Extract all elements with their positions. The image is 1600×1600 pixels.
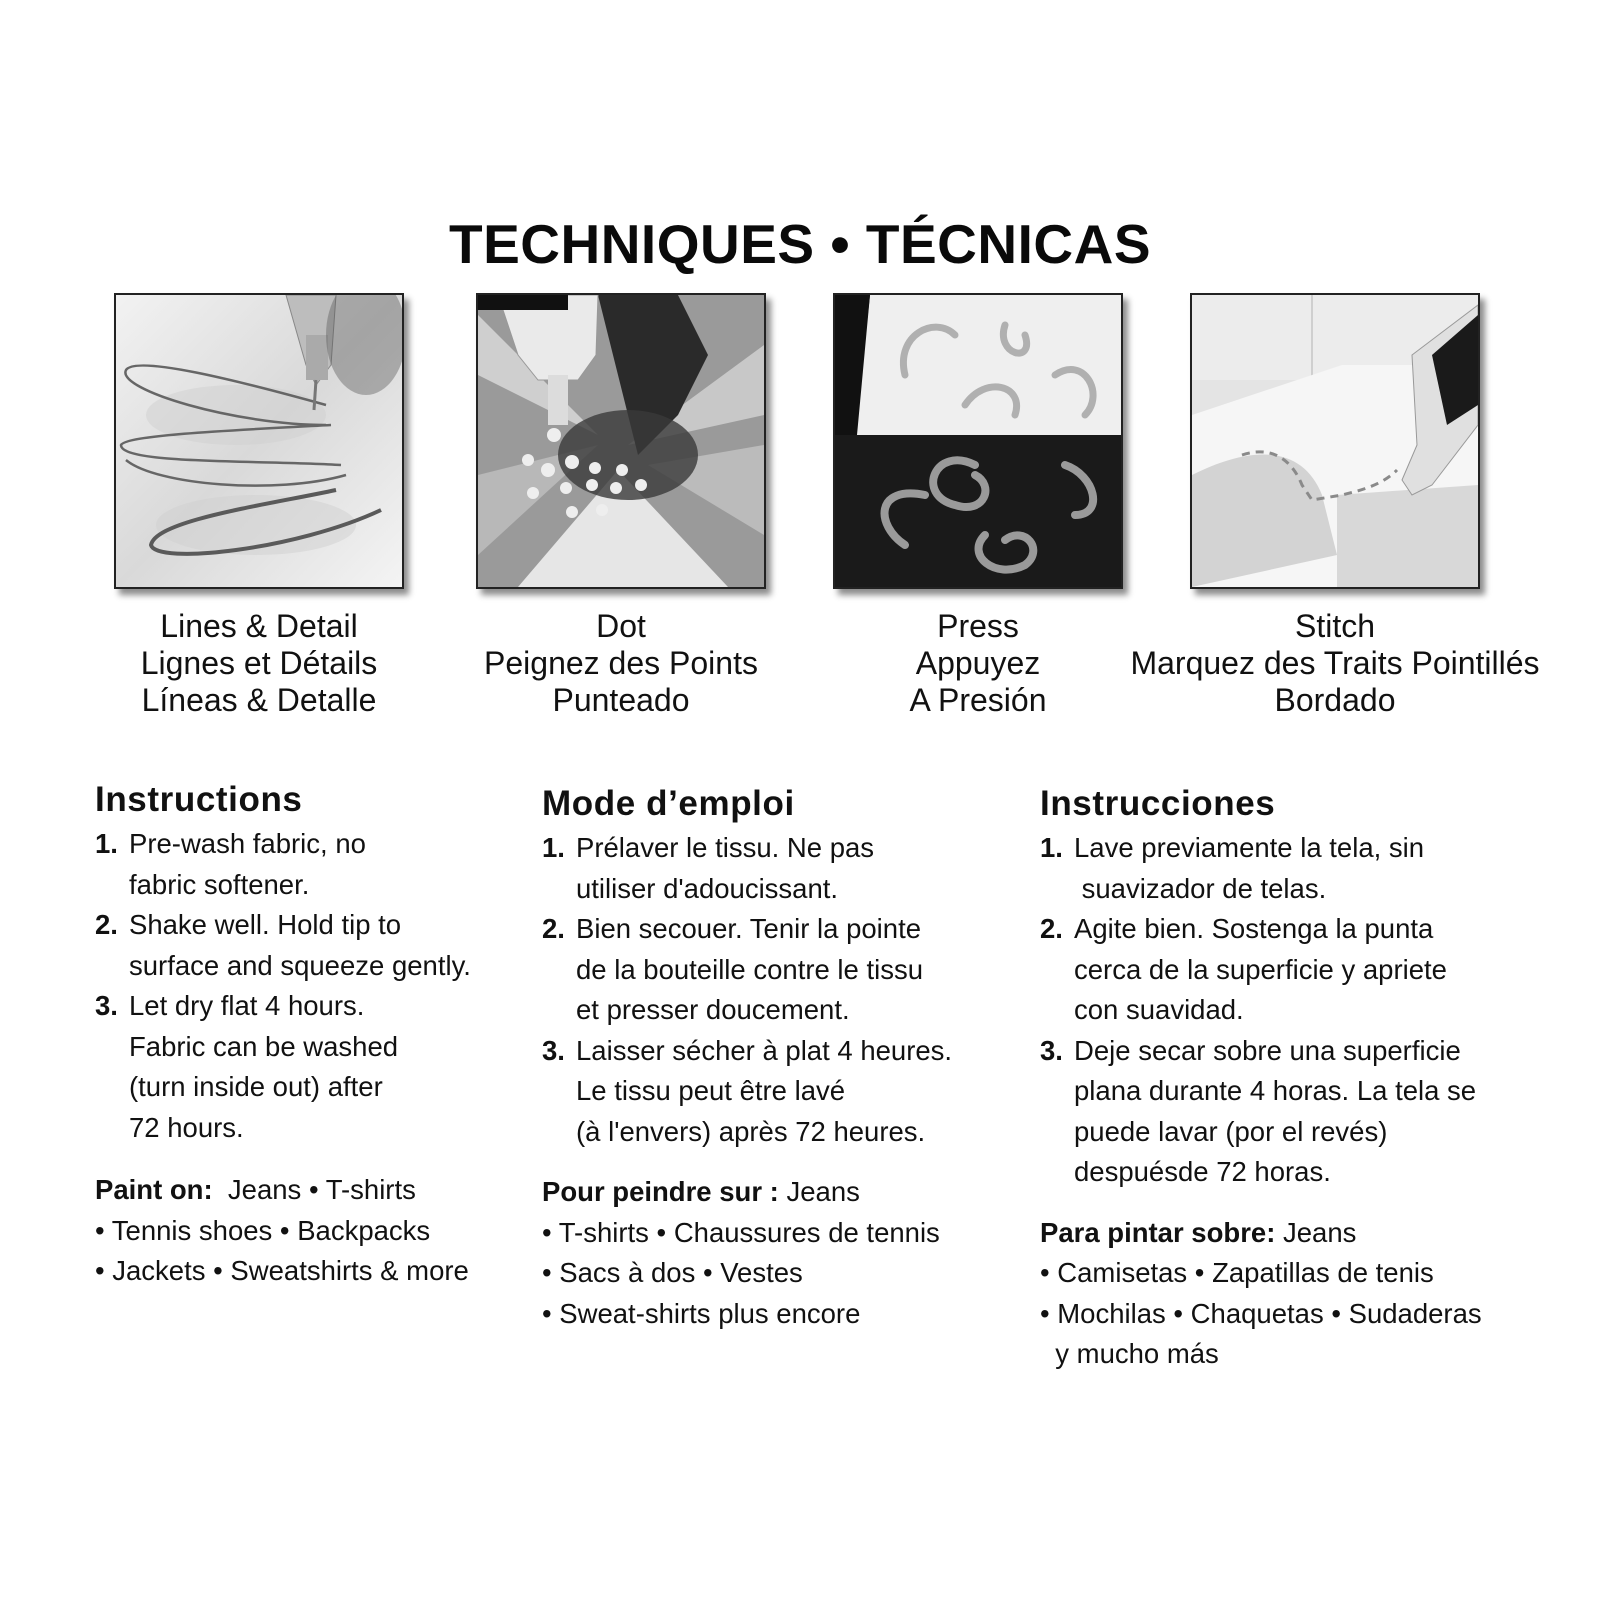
step-2: 2. Bien secouer. Tenir la pointe de la bouteille contre le tissu et presser doucement. xyxy=(542,913,924,1025)
technique-caption-press xyxy=(833,608,1123,719)
caption-fr: Marquez des Traits Pointillés xyxy=(1130,645,1540,681)
caption-es: A Presión xyxy=(909,682,1047,718)
caption-fr: Lignes et Détails xyxy=(140,645,378,681)
caption-fr: Peignez des Points xyxy=(484,645,758,681)
stitch-photo xyxy=(1190,293,1480,589)
instructions-french xyxy=(542,782,952,1334)
step-1: 1. Prélaver le tissu. Ne pas utiliser d'adoucissant. xyxy=(542,832,875,904)
paint-on-list: Paint on: Jeans • T-shirts • Tennis shoes • Backpacks • Jackets • Sweatshirts & more xyxy=(95,1174,469,1286)
technique-caption-lines xyxy=(114,608,404,719)
step-3: 3. Laisser sécher à plat 4 heures. Le tissu peut être lavé (à l'envers) après 72 heures. xyxy=(542,1034,953,1147)
press-photo xyxy=(833,293,1123,589)
technique-caption-dot xyxy=(476,608,766,719)
caption-fr: Appuyez xyxy=(915,645,1041,681)
caption-es: Líneas & Detalle xyxy=(141,682,377,718)
instructions-english xyxy=(95,778,471,1292)
page-title: TECHNIQUES • TÉCNICAS xyxy=(448,213,1152,275)
caption-en: Dot xyxy=(596,608,646,644)
step-2: 2. Agite bien. Sostenga la punta cerca de la superficie y apriete con suavidad. xyxy=(1040,913,1447,1025)
paint-on-list: Para pintar sobre: Jeans • Camisetas • Zapatillas de tenis • Mochilas • Chaquetas • Sudaderas y mucho más xyxy=(1040,1216,1482,1369)
step-1: 1. Pre-wash fabric, no fabric softener. xyxy=(95,828,366,900)
paint-on-list: Pour peindre sur : Jeans • T-shirts • Chaussures de tennis • Sacs à dos • Vestes • Sweat-shirts plus encore xyxy=(542,1176,940,1329)
step-3: 3. Deje secar sobre una superficie plana durante 4 horas. La tela se puede lavar (por el revés) despuésde 72 horas. xyxy=(1040,1034,1477,1187)
caption-es: Bordado xyxy=(1274,682,1396,718)
section-heading: Instructions xyxy=(95,780,303,819)
paint-on-label: Pour peindre sur : xyxy=(542,1176,779,1207)
technique-caption-stitch xyxy=(1130,608,1540,719)
paint-on-label: Para pintar sobre: xyxy=(1040,1216,1276,1248)
step-2: 2. Shake well. Hold tip to surface and squeeze gently. xyxy=(95,909,471,981)
instructions-spanish xyxy=(1040,782,1482,1375)
paint-on-label: Paint on: xyxy=(95,1174,213,1205)
dot-photo xyxy=(476,293,766,589)
lines-detail-photo xyxy=(114,293,404,589)
section-heading: Instrucciones xyxy=(1040,784,1276,823)
section-heading: Mode d’emploi xyxy=(542,784,795,823)
caption-en: Press xyxy=(937,608,1019,644)
caption-en: Lines & Detail xyxy=(160,608,358,644)
caption-en: Stitch xyxy=(1294,608,1376,644)
step-3: 3. Let dry flat 4 hours. Fabric can be washed (turn inside out) after 72 hours. xyxy=(95,990,399,1143)
step-1: 1. Lave previamente la tela, sin suavizador de telas. xyxy=(1040,832,1425,904)
caption-es: Punteado xyxy=(552,682,690,718)
